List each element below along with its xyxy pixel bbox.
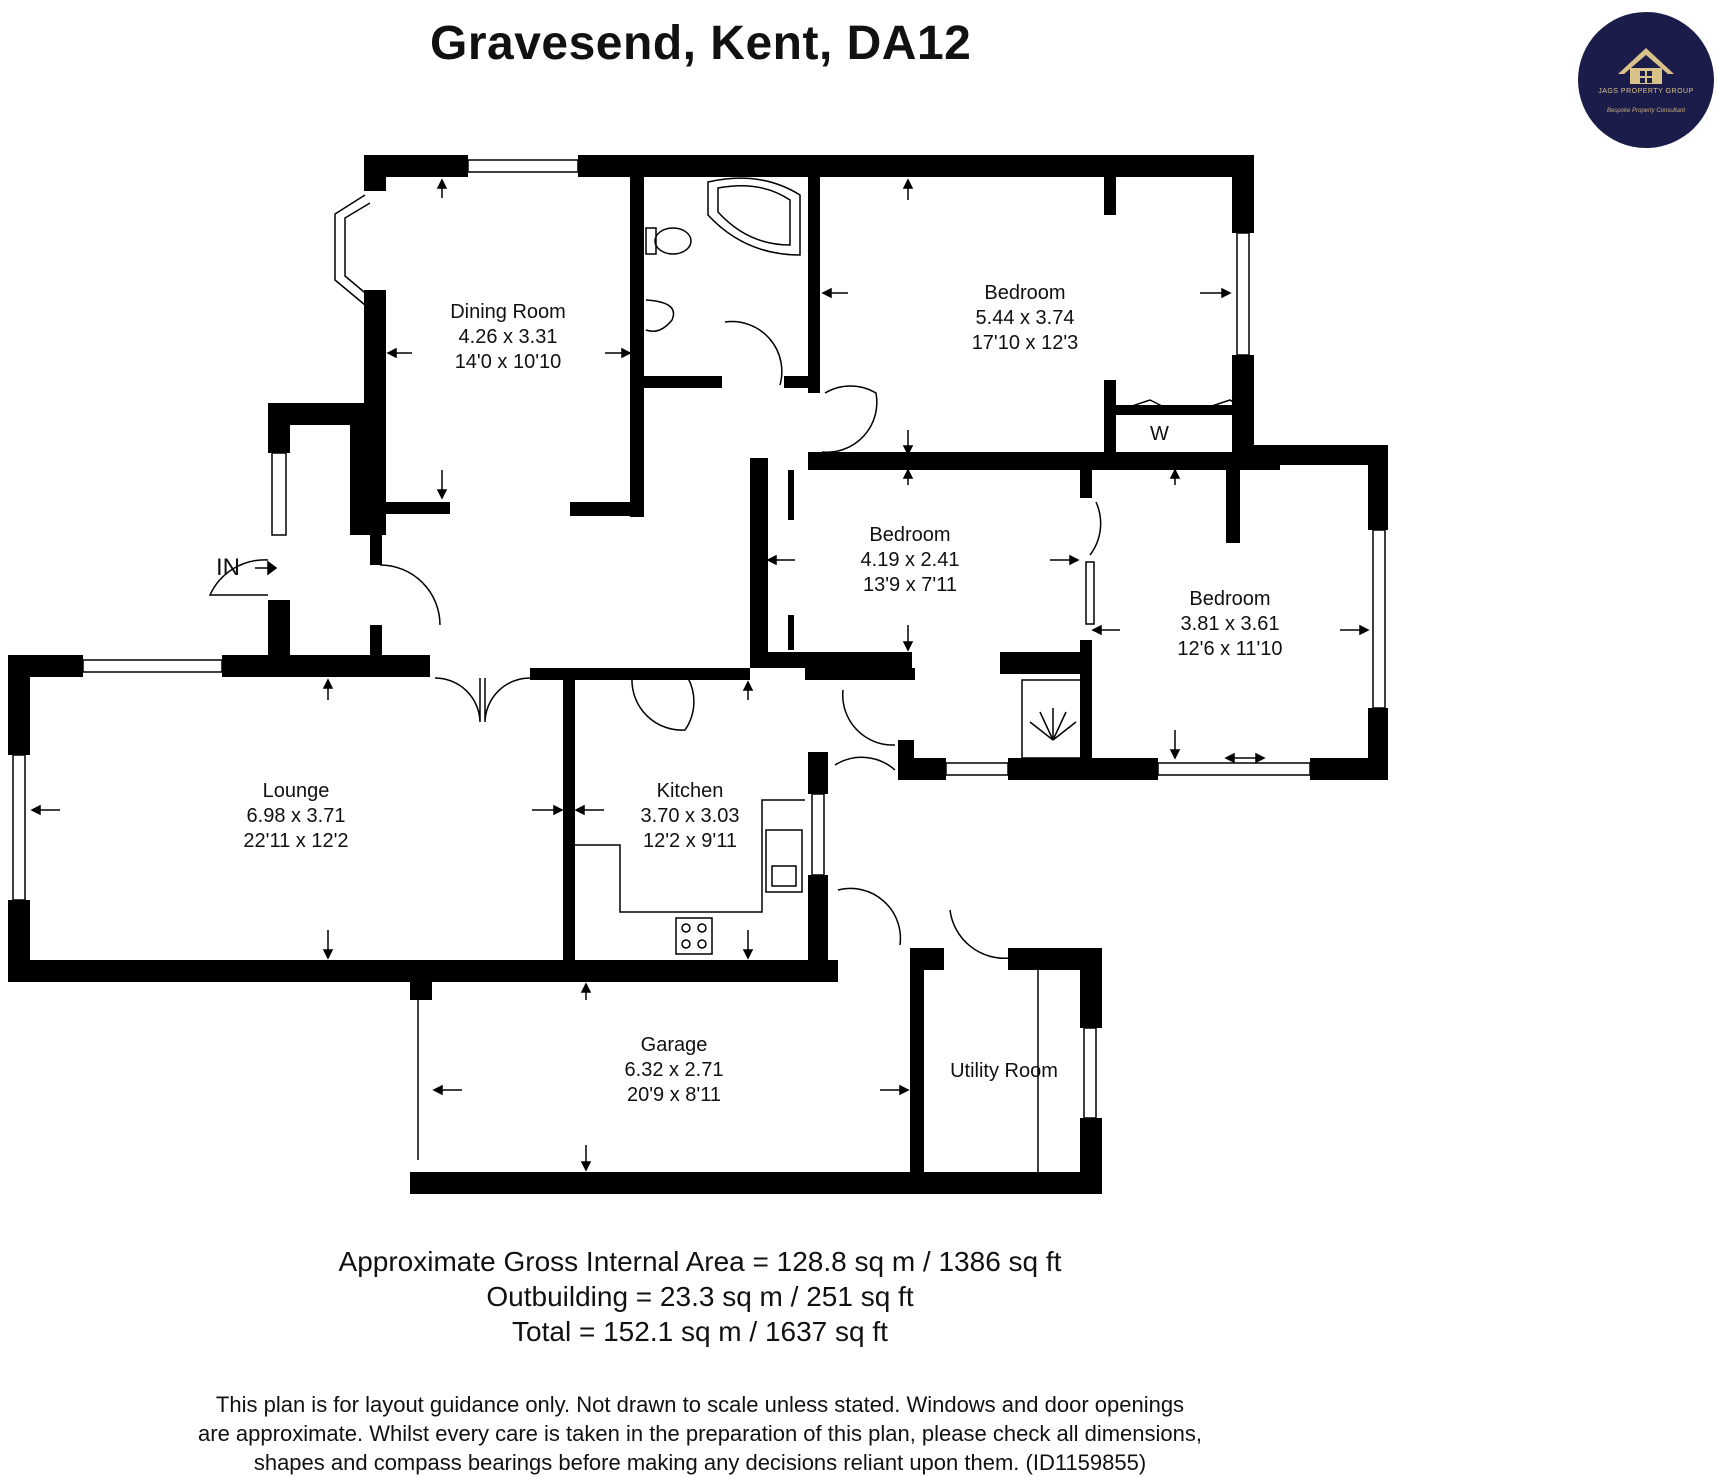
room-utility — [924, 1059, 1084, 1084]
room-metric: 6.98 x 3.71 — [246, 805, 346, 827]
room-bedroom-3 — [1140, 587, 1320, 662]
room-bedroom-2 — [820, 523, 1000, 598]
gross-area: Approximate Gross Internal Area = 128.8 sq m / 1386 sq ft — [338, 1246, 1062, 1277]
area-summary — [0, 1244, 1400, 1349]
room-kitchen — [600, 779, 780, 854]
room-metric: 5.44 x 3.74 — [975, 307, 1075, 329]
room-metric: 3.81 x 3.61 — [1180, 613, 1280, 635]
room-imperial: 17'10 x 12'3 — [971, 332, 1079, 354]
total-area: Total = 152.1 sq m / 1637 sq ft — [512, 1316, 888, 1347]
room-garage — [584, 1033, 764, 1108]
room-imperial: 12'2 x 9'11 — [642, 830, 737, 852]
room-name: Bedroom — [984, 282, 1066, 304]
entrance-label: IN — [216, 554, 240, 581]
room-imperial: 13'9 x 7'11 — [862, 574, 957, 596]
room-name: Bedroom — [1189, 588, 1271, 610]
disclaimer — [0, 1390, 1400, 1477]
logo-tagline: Bespoke Property Consultant — [1606, 108, 1686, 114]
room-metric: 3.70 x 3.03 — [640, 805, 740, 827]
room-name: Kitchen — [656, 780, 724, 802]
room-metric: 4.26 x 3.31 — [458, 326, 558, 348]
disclaimer-line: This plan is for layout guidance only. Not drawn to scale unless stated. Windows and door openings — [215, 1392, 1185, 1417]
disclaimer-line: are approximate. Whilst every care is taken in the preparation of this plan, please check all dimensions, — [198, 1421, 1202, 1446]
plan-title: Gravesend, Kent, DA12 — [430, 17, 972, 70]
room-name: Bedroom — [869, 524, 951, 546]
logo-company-name: JAGS PROPERTY GROUP — [1598, 88, 1694, 95]
room-bedroom-1 — [935, 281, 1115, 356]
room-metric: 4.19 x 2.41 — [860, 549, 960, 571]
wardrobe-label: W — [1150, 423, 1169, 445]
room-name: Utility Room — [950, 1060, 1058, 1082]
disclaimer-line: shapes and compass bearings before making any decisions reliant upon them. (ID1159855) — [253, 1450, 1147, 1475]
room-imperial: 12'6 x 11'10 — [1177, 638, 1283, 660]
room-dining — [418, 300, 598, 375]
room-metric: 6.32 x 2.71 — [624, 1059, 724, 1081]
room-lounge — [206, 779, 386, 854]
room-imperial: 14'0 x 10'10 — [454, 351, 562, 373]
room-imperial: 22'11 x 12'2 — [243, 830, 349, 852]
room-imperial: 20'9 x 8'11 — [626, 1084, 721, 1106]
room-name: Garage — [640, 1034, 708, 1056]
room-name: Lounge — [262, 780, 330, 802]
outbuilding-area: Outbuilding = 23.3 sq m / 251 sq ft — [486, 1281, 914, 1312]
room-name: Dining Room — [450, 301, 566, 323]
